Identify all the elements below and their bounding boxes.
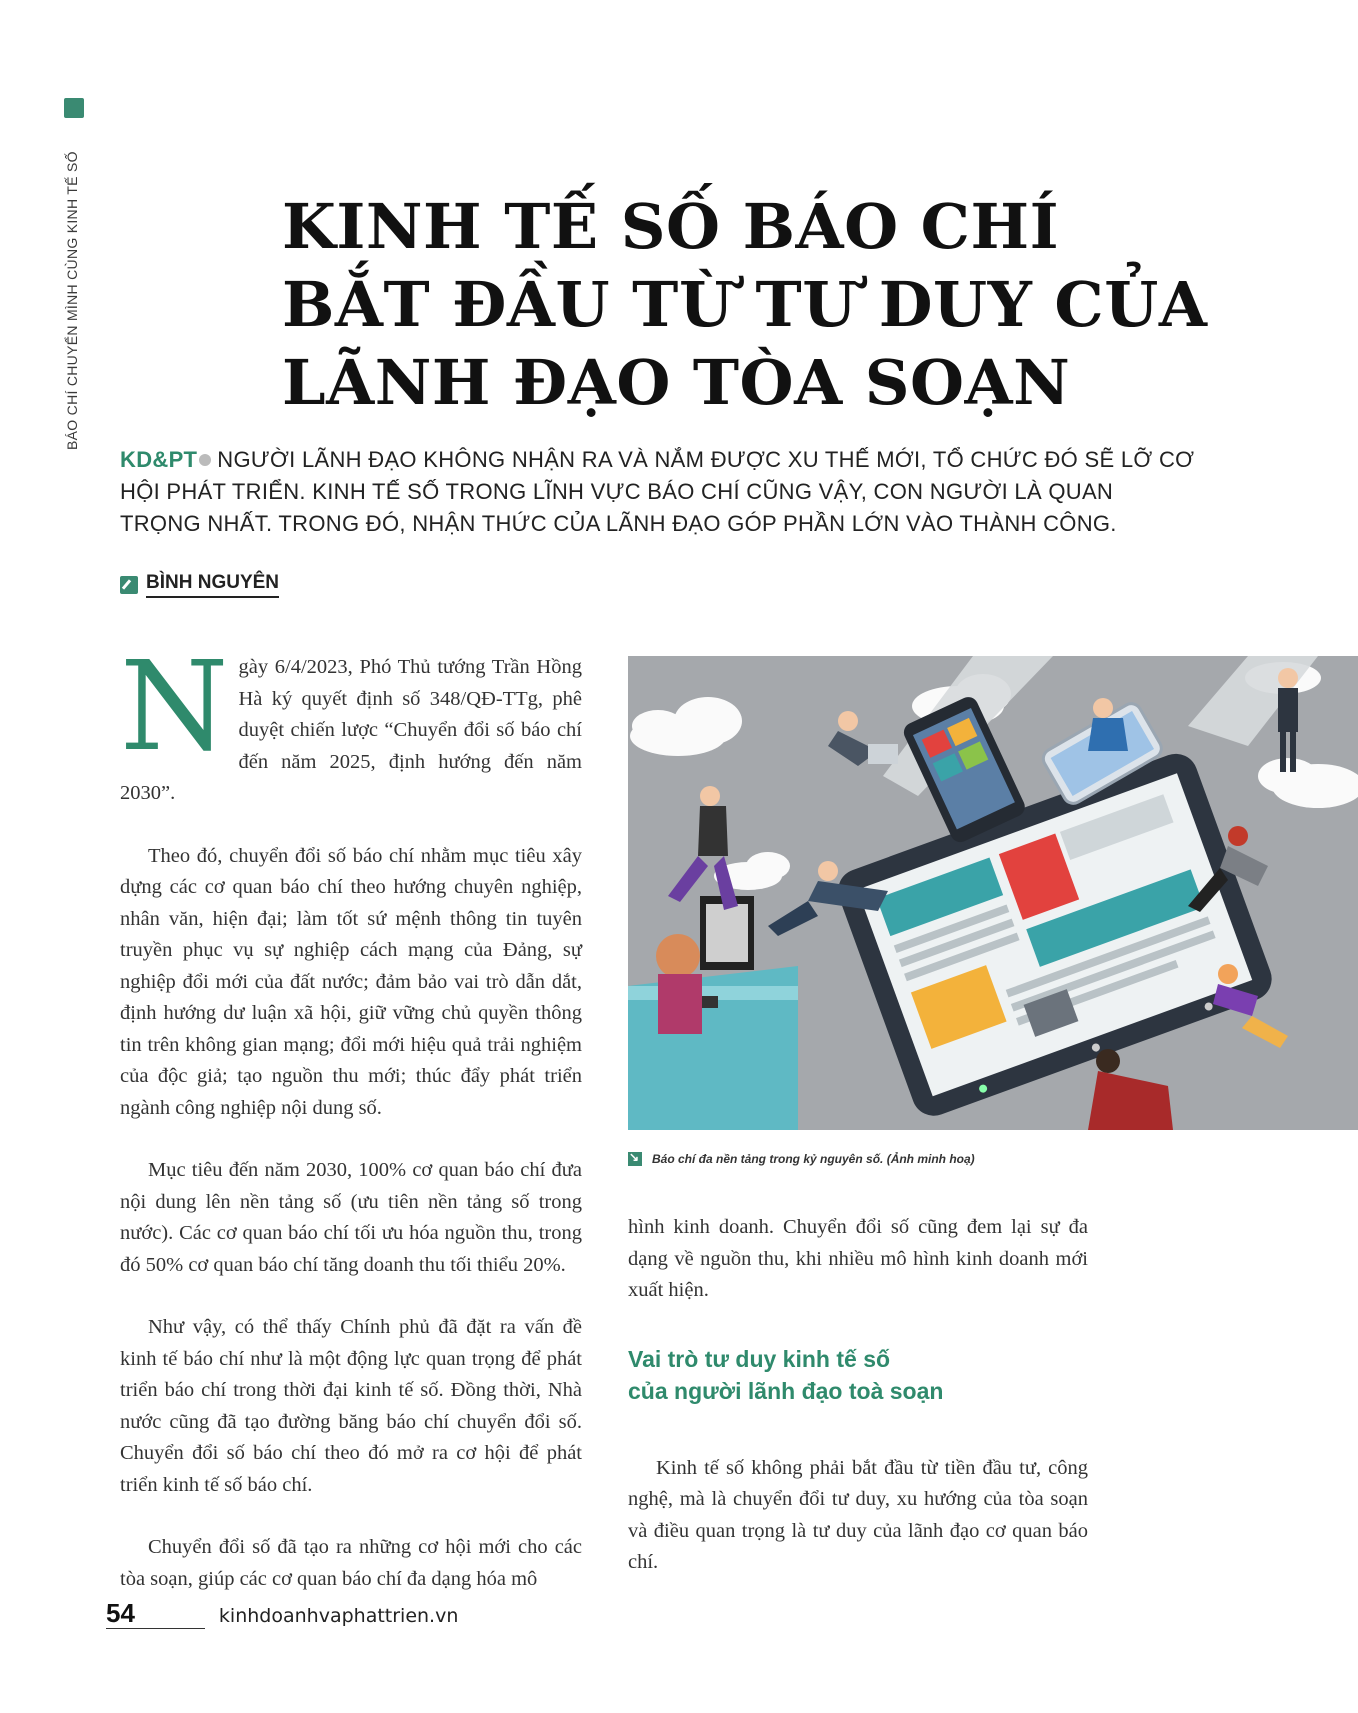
arrow-icon (628, 1152, 642, 1166)
paragraph: Kinh tế số không phải bắt đầu từ tiền đầu tư, công nghệ, mà là chuyển đổi tư duy, xu hướng của tòa soạn và điều quan trọng là tư duy của lãnh đạo cơ quan báo chí. (628, 1456, 1088, 1573)
section-subhead (628, 1343, 1088, 1407)
lead-paragraph (120, 635, 582, 810)
sapo-tag: KD&PT (120, 447, 198, 472)
title-line: LÃNH ĐẠO TÒA SOẠN (282, 346, 1071, 419)
article-title (282, 188, 1207, 422)
paragraph: hình kinh doanh. Chuyển đổi số cũng đem lại sự đa dạng về nguồn thu, khi nhiều mô hình kinh doanh mới xuất hiện. (628, 1216, 1088, 1301)
paragraph-text: gày 6/4/2023, Phó Thủ tướng Trần Hồng Hà ký quyết định số 348/QĐ-TTg, phê duyệt chiến lược “Chuyển đổi số báo chí đến năm 2025, định hướng đến năm 2030”. (120, 656, 582, 804)
title-line: BẮT ĐẦU TỪ TƯ DUY CỦA (282, 268, 1208, 341)
paragraph: Mục tiêu đến năm 2030, 100% cơ quan báo chí đưa nội dung lên nền tảng số (ưu tiên nền tảng số trong nước). Các cơ quan báo chí tối ưu hóa nguồn thu, trong đó 50% cơ quan báo chí tăng doanh thu tối thiểu 20%. (120, 1159, 582, 1276)
column-right (628, 1212, 1088, 1615)
sapo-text: NGƯỜI LÃNH ĐẠO KHÔNG NHẬN RA VÀ NẮM ĐƯỢC XU THẾ MỚI, TỔ CHỨC ĐÓ SẼ LỠ CƠ HỘI PHÁT TRIỂN. KINH TẾ SỐ TRONG LĨNH VỰC BÁO CHÍ CŨNG VẬY, CON NGƯỜI LÀ QUAN TRỌNG NHẤT. TRONG ĐÓ, NHẬN THỨC CỦA LÃNH ĐẠO GÓP PHẦN LỚN VÀO THÀNH CÔNG. (120, 447, 1195, 536)
figure-caption (628, 1152, 975, 1166)
paragraph: Theo đó, chuyển đổi số báo chí nhằm mục tiêu xây dựng các cơ quan báo chí theo hướng chuyên nghiệp, nhân văn, hiện đại; làm tốt sứ mệnh thông tin tuyên truyền phục vụ sự nghiệp cách mạng của Đảng, sự nghiệp đổi mới của đất nước; đảm bảo vai trò dẫn dắt, định hướng dư luận xã hội, giữ vững chủ quyền thông tin trên không gian mạng; đổi mới hiệu quả trải nghiệm của độc giả; tạo nguồn thu mới; thúc đẩy phát triển ngành công nghiệp nội dung số. (120, 844, 582, 1119)
dot-icon (199, 454, 211, 466)
article-illustration (628, 656, 1358, 1130)
subhead-line: Vai trò tư duy kinh tế số (628, 1345, 891, 1372)
page-footer (106, 1598, 458, 1629)
paragraph: Như vậy, có thể thấy Chính phủ đã đặt ra vấn đề kinh tế báo chí như là một động lực quan trọng để phát triển báo chí trong thời đại kinh tế số. Đồng thời, Nhà nước cũng đã tạo đường băng báo chí chuyển đổi số. Chuyển đổi số báo chí theo đó mở ra cơ hội để phát triển kinh tế số báo chí. (120, 1316, 582, 1496)
site-url: kinhdoanhvaphattrien.vn (218, 1605, 459, 1627)
caption-text: Báo chí đa nền tảng trong kỷ nguyên số. (Ảnh minh hoạ) (652, 1152, 975, 1166)
title-line: KINH TẾ SỐ BÁO CHÍ (282, 190, 1060, 263)
byline (120, 572, 279, 598)
section-icon (64, 98, 84, 118)
author-name: BÌNH NGUYÊN (146, 572, 279, 598)
page-number: 54 (106, 1598, 205, 1629)
pen-icon (120, 576, 138, 594)
dropcap: N (120, 635, 229, 779)
column-left (120, 635, 582, 1626)
digital-newsroom-illustration (628, 656, 1358, 1130)
subhead-line: của người lãnh đạo toà soạn (628, 1377, 944, 1404)
paragraph: Chuyển đổi số đã tạo ra những cơ hội mới cho các tòa soạn, giúp các cơ quan báo chí đa dạng hóa mô (120, 1536, 582, 1590)
article-sapo (120, 444, 1200, 540)
section-label: BÁO CHÍ CHUYỂN MÌNH CÙNG KINH TẾ SỐ (64, 151, 80, 450)
